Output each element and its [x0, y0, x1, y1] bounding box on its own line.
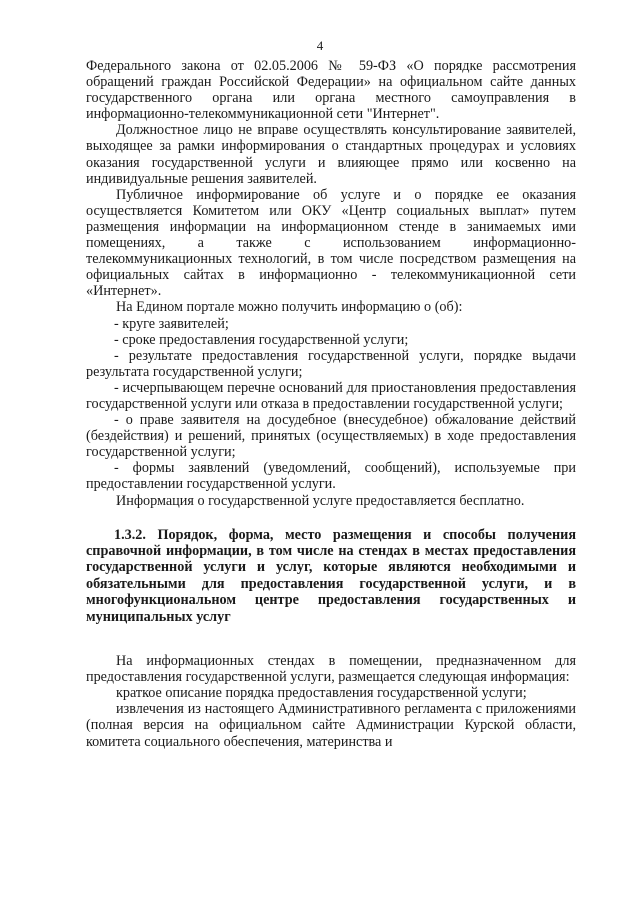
list-item: - о праве заявителя на досудебное (внесудебное) обжалование действий (бездействия) и решений, принятых (осуществляемых) в ходе предоставления государственной услуги; — [86, 412, 576, 461]
paragraph-portal-intro: На Едином портале можно получить информацию о (об): — [116, 299, 463, 316]
paragraph-consulting-limits: Должностное лицо не вправе осуществлять консультирование заявителей, выходящее за рамки информирования о стандартных процедурах и условиях оказания государственной услуги и влияющее прямо или косвенно на индивидуальные решения заявителей. — [86, 122, 576, 187]
list-item: - сроке предоставления государственной услуги; — [114, 331, 409, 348]
document-body — [86, 58, 576, 750]
list-item: - формы заявлений (уведомлений, сообщений), используемые при предоставлении государственной услуги. — [86, 460, 576, 493]
section-spacer — [86, 625, 576, 653]
paragraph-short-description: краткое описание порядка предоставления государственной услуги; — [116, 685, 527, 702]
paragraph-excerpts: извлечения из настоящего Административного регламента с приложениями (полная версия на официальном сайте Администрации Курской области, комитета социального обеспечения, материнства и — [86, 701, 576, 750]
paragraph-public-informing: Публичное информирование об услуге и о порядке ее оказания осуществляется Комитетом или ОКУ «Центр социальных выплат» путем размещения информации на информационном стенде в занимаемых ими помещениях, а также с использованием информационно-телекоммуникационных технологий, в том числе посредством размещения на официальных сайтах в информационно - телекоммуникационной сети «Интернет». — [86, 186, 576, 300]
section-heading: 1.3.2. Порядок, форма, место размещения и способы получения справочной информации, в том числе на стендах в местах предоставления государственной услуги и услуг, которые являются необходимыми и обязательными для предоставления государственной услуги, и в многофункциональном центре предоставления государственных и муниципальных услуг — [86, 526, 576, 625]
list-item: - результате предоставления государственной услуги, порядке выдачи результата государственной услуги; — [86, 347, 576, 380]
paragraph-stands-intro: На информационных стендах в помещении, предназначенном для предоставления государственной услуги, размещается следующая информация: — [86, 653, 576, 686]
list-item: - круге заявителей; — [114, 315, 229, 332]
page-number: 4 — [316, 38, 324, 53]
paragraph-free-info: Информация о государственной услуге предоставляется бесплатно. — [116, 492, 525, 509]
list-item: - исчерпывающем перечне оснований для приостановления предоставления государственной услуги или отказа в предоставлении государственной услуги; — [86, 379, 576, 412]
paragraph-continuation: Федерального закона от 02.05.2006 № 59-ФЗ «О порядке рассмотрения обращений граждан Российской Федерации» на официальном сайте данных государственного органа или органа местного самоуправления в информационно-телекоммуникационной сети "Интернет". — [86, 58, 576, 123]
